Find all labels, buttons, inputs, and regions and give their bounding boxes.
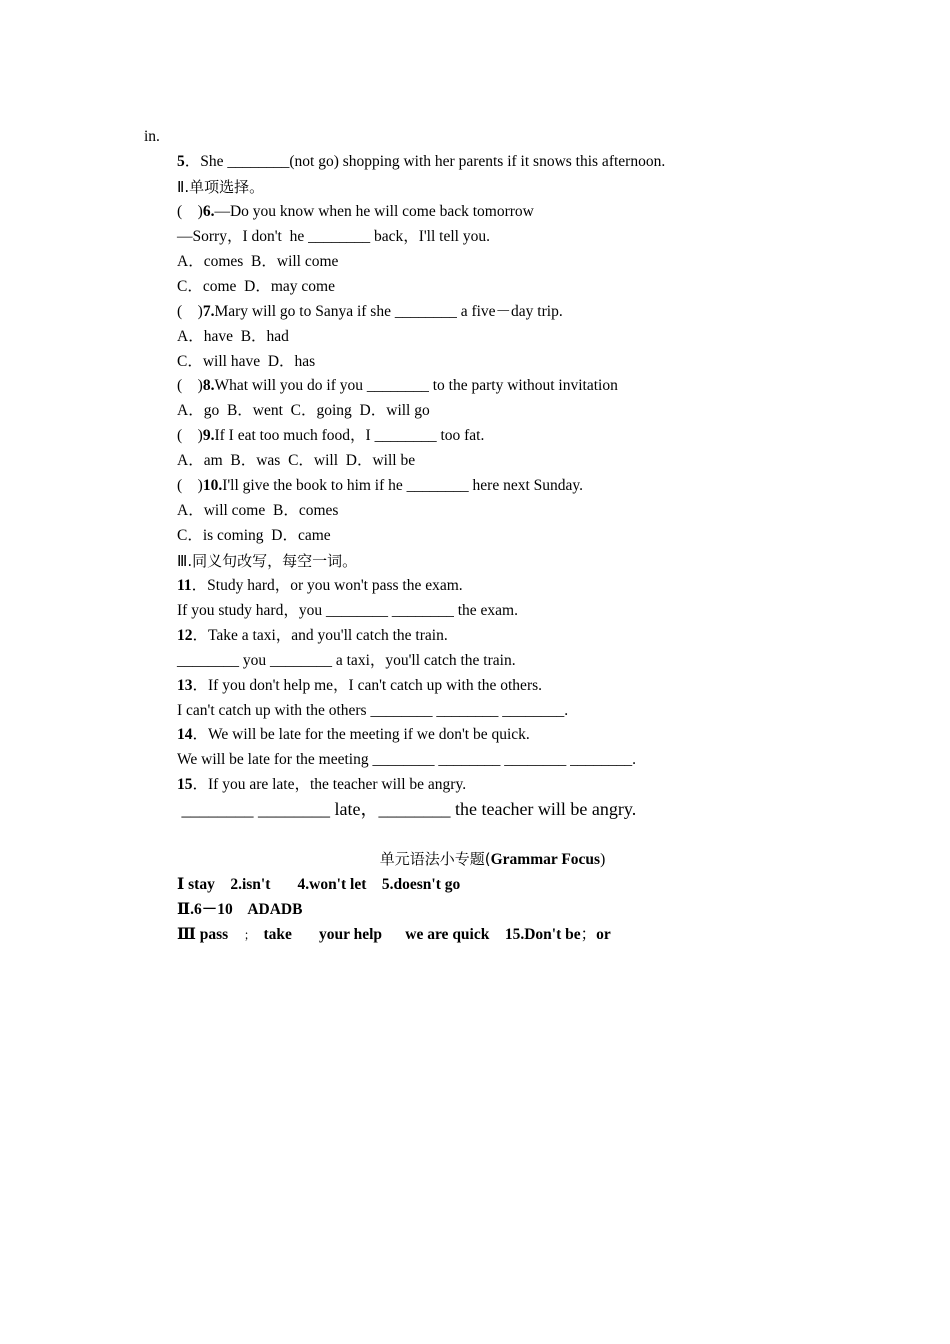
question-number: 8. <box>202 377 215 394</box>
question-text: ．Take a taxi，and you'll catch the train. <box>192 627 448 644</box>
question-number: 12 <box>177 627 193 644</box>
question-5 <box>177 152 665 172</box>
options-line: C．is coming D．came <box>177 527 331 544</box>
question-text: Mary will go to Sanya if she ________ a five－day trip. <box>214 303 563 320</box>
question-11 <box>177 576 463 596</box>
answers-title-en: Grammar Focus <box>490 851 601 868</box>
options-line: C．come D．may come <box>177 278 335 295</box>
question-number: 6. <box>202 203 215 220</box>
answer-separator: ； <box>243 928 256 942</box>
rewrite-line: ________ ________ late，________ the teacher will be angry. <box>177 799 637 819</box>
answer-segment: Ⅲ pass <box>177 926 244 943</box>
rewrite-line: If you study hard，you ________ ________ the exam. <box>177 602 518 619</box>
question-text: —Do you know when he will come back tomorrow <box>214 203 534 220</box>
question-7 <box>177 302 563 322</box>
question-number: 10. <box>202 477 223 494</box>
question-15 <box>177 775 466 795</box>
question-6 <box>177 202 534 222</box>
question-text: ．We will be late for the meeting if we don't be quick. <box>192 726 530 743</box>
answer-separator: ； <box>580 926 597 943</box>
options-line: A．am B．was C．will D．will be <box>177 452 416 469</box>
question-14 <box>177 725 530 745</box>
answer-line-3 <box>177 925 611 945</box>
answer-segment: or <box>596 926 611 943</box>
question-8 <box>177 376 618 396</box>
answer-parens: ( ) <box>177 427 203 444</box>
options-line: A．go B．went C．going D．will go <box>177 402 430 419</box>
text-line: —Sorry，I don't he ________ back，I'll tell you. <box>177 228 490 245</box>
answer-line-1: Ⅰ stay 2.isn't 4.won't let 5.doesn't go <box>177 876 461 893</box>
text-line: in. <box>144 128 160 145</box>
options-line: A．will come B．comes <box>177 502 339 519</box>
question-number: 15 <box>177 776 193 793</box>
question-text: ．If you are late，the teacher will be angry. <box>192 776 467 793</box>
options-line: A．have B．had <box>177 328 289 345</box>
question-text: ．She ________(not go) shopping with her parents if it snows this afternoon. <box>184 153 666 170</box>
answer-parens: ( ) <box>177 477 203 494</box>
answers-title-close: ) <box>600 851 606 868</box>
question-text: I'll give the book to him if he ________ here next Sunday. <box>222 477 584 494</box>
answer-segment: take your help we are quick 15.Don't be <box>255 926 581 943</box>
question-number: 14 <box>177 726 193 743</box>
rewrite-line: ________ you ________ a taxi，you'll catch the train. <box>177 652 516 669</box>
question-text: ．Study hard，or you won't pass the exam. <box>191 577 463 594</box>
question-text: ．If you don't help me，I can't catch up with the others. <box>192 677 543 694</box>
answer-parens: ( ) <box>177 303 203 320</box>
options-line: A．comes B．will come <box>177 253 339 270</box>
question-text: If I eat too much food，I ________ too fat. <box>214 427 485 444</box>
question-number: 11 <box>177 577 192 594</box>
answer-parens: ( ) <box>177 377 203 394</box>
rewrite-line: We will be late for the meeting ________ ________ ________ ________. <box>177 751 636 768</box>
rewrite-line: I can't catch up with the others ________ ________ ________. <box>177 702 569 719</box>
options-line: C．will have D．has <box>177 353 316 370</box>
section-heading-3: Ⅲ.同义句改写，每空一词。 <box>177 552 358 570</box>
question-9 <box>177 426 484 446</box>
answers-title <box>0 849 950 870</box>
answers-title-cn: 单元语法小专题( <box>379 850 491 868</box>
section-heading-2: Ⅱ.单项选择。 <box>177 178 265 196</box>
question-12 <box>177 626 448 646</box>
question-number: 9. <box>202 427 215 444</box>
question-10 <box>177 476 583 496</box>
answer-parens: ( ) <box>177 203 203 220</box>
question-text: What will you do if you ________ to the party without invitation <box>214 377 618 394</box>
question-number: 5 <box>177 153 185 170</box>
answer-line-2: Ⅱ.6－10 ADADB <box>177 901 303 918</box>
question-13 <box>177 676 542 696</box>
question-number: 13 <box>177 677 193 694</box>
question-number: 7. <box>202 303 215 320</box>
